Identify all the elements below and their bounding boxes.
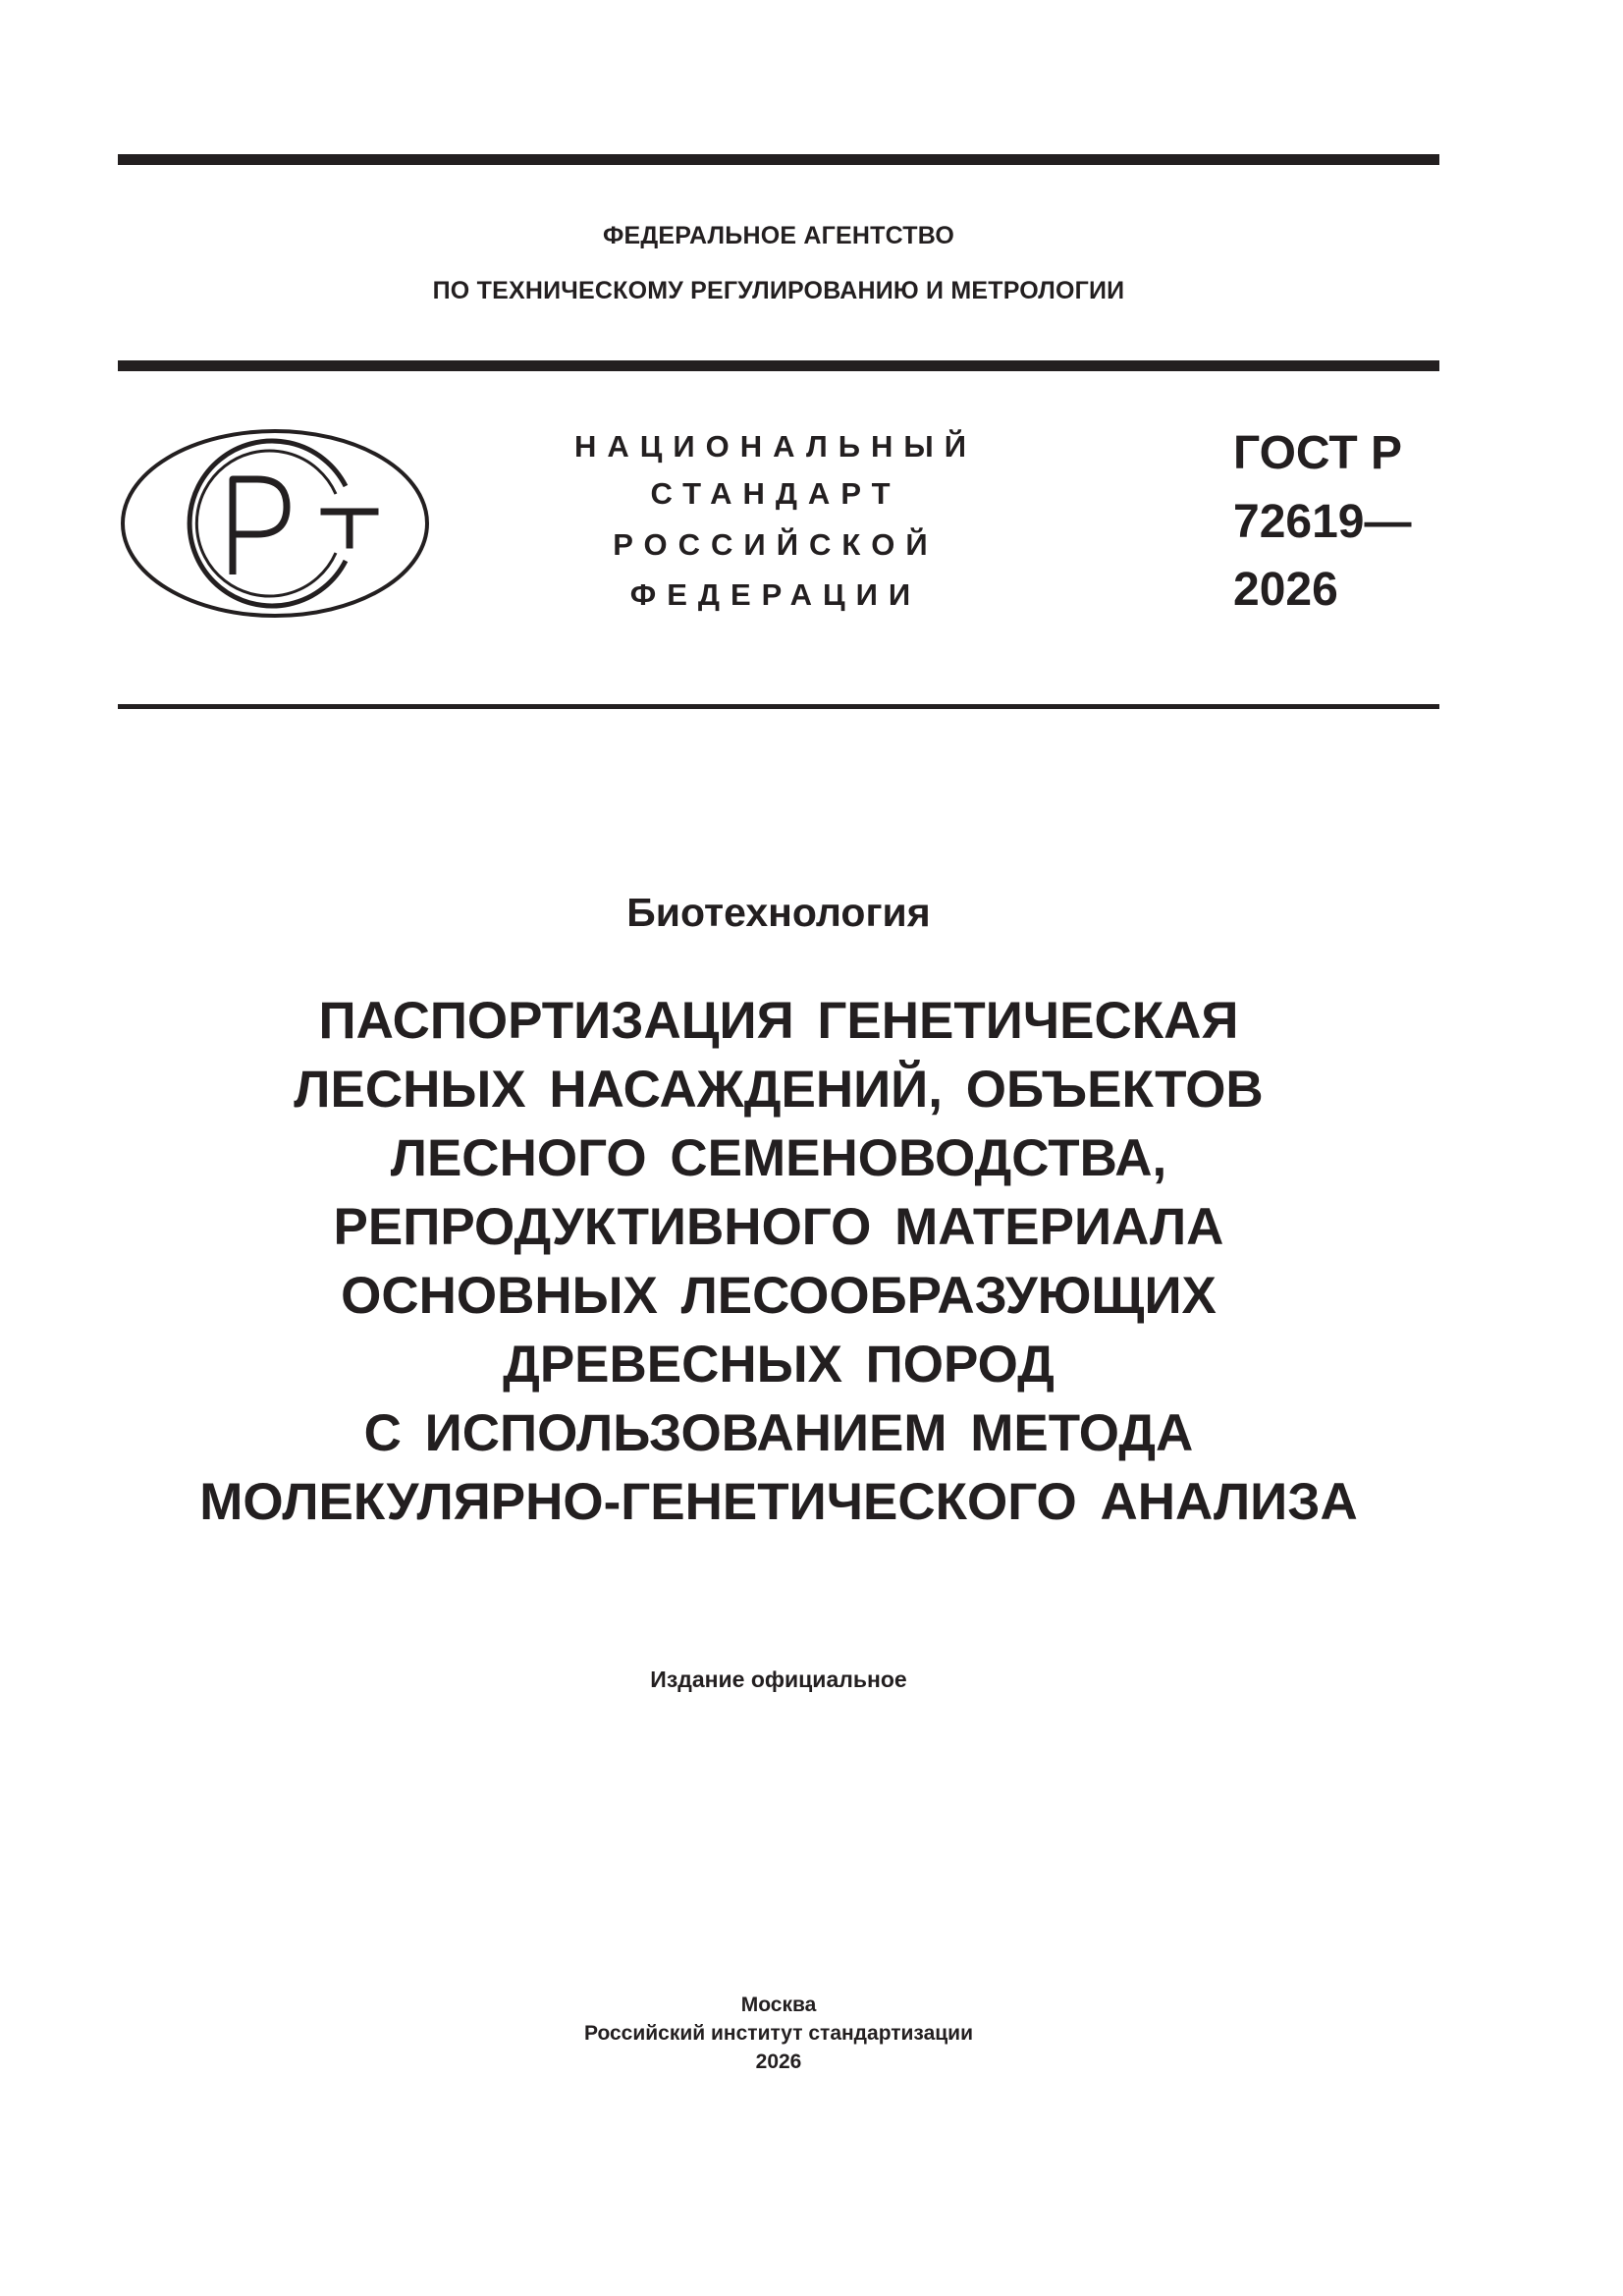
imprint-publisher: Российский институт стандартизации xyxy=(583,2022,974,2045)
standard-label-line-2: СТАНДАРТ xyxy=(650,476,901,511)
standard-designation-year: 2026 xyxy=(1233,564,1338,616)
standard-label-line-1: НАЦИОНАЛЬНЫЙ xyxy=(573,429,978,464)
standard-label-line-4: ФЕДЕРАЦИИ xyxy=(629,577,922,612)
middle-rule xyxy=(118,360,1439,371)
title-line: ДРЕВЕСНЫХ ПОРОД xyxy=(503,1336,1055,1394)
agency-name-line-1: ФЕДЕРАЛЬНОЕ АГЕНТСТВО xyxy=(603,222,954,249)
standard-label-line-3: РОССИЙСКОЙ xyxy=(613,527,939,562)
document-title xyxy=(59,987,1498,1537)
imprint-city: Москва xyxy=(740,1994,817,2016)
title-line: ЛЕСНОГО СЕМЕНОВОДСТВА, xyxy=(390,1129,1167,1187)
edition-note: Издание официальное xyxy=(650,1667,907,1692)
title-line: ЛЕСНЫХ НАСАЖДЕНИЙ, ОБЪЕКТОВ xyxy=(294,1061,1264,1119)
imprint-year: 2026 xyxy=(755,2050,802,2073)
standard-designation-prefix: ГОСТ Р xyxy=(1233,427,1403,479)
title-line: ОСНОВНЫХ ЛЕСООБРАЗУЮЩИХ xyxy=(341,1267,1217,1325)
title-line: ПАСПОРТИЗАЦИЯ ГЕНЕТИЧЕСКАЯ xyxy=(318,992,1239,1050)
title-line: МОЛЕКУЛЯРНО-ГЕНЕТИЧЕСКОГО АНАЛИЗА xyxy=(199,1473,1358,1531)
top-rule xyxy=(118,154,1439,165)
standard-designation-number: 72619— xyxy=(1233,496,1412,548)
bottom-rule xyxy=(118,704,1439,709)
title-line: РЕПРОДУКТИВНОГО МАТЕРИАЛА xyxy=(333,1198,1224,1256)
agency-name-line-2: ПО ТЕХНИЧЕСКОМУ РЕГУЛИРОВАНИЮ И МЕТРОЛОГИИ xyxy=(432,277,1125,304)
document-subject: Биотехнология xyxy=(626,890,931,935)
title-line: С ИСПОЛЬЗОВАНИЕМ МЕТОДА xyxy=(363,1404,1194,1462)
rst-certification-mark-icon xyxy=(118,425,432,622)
